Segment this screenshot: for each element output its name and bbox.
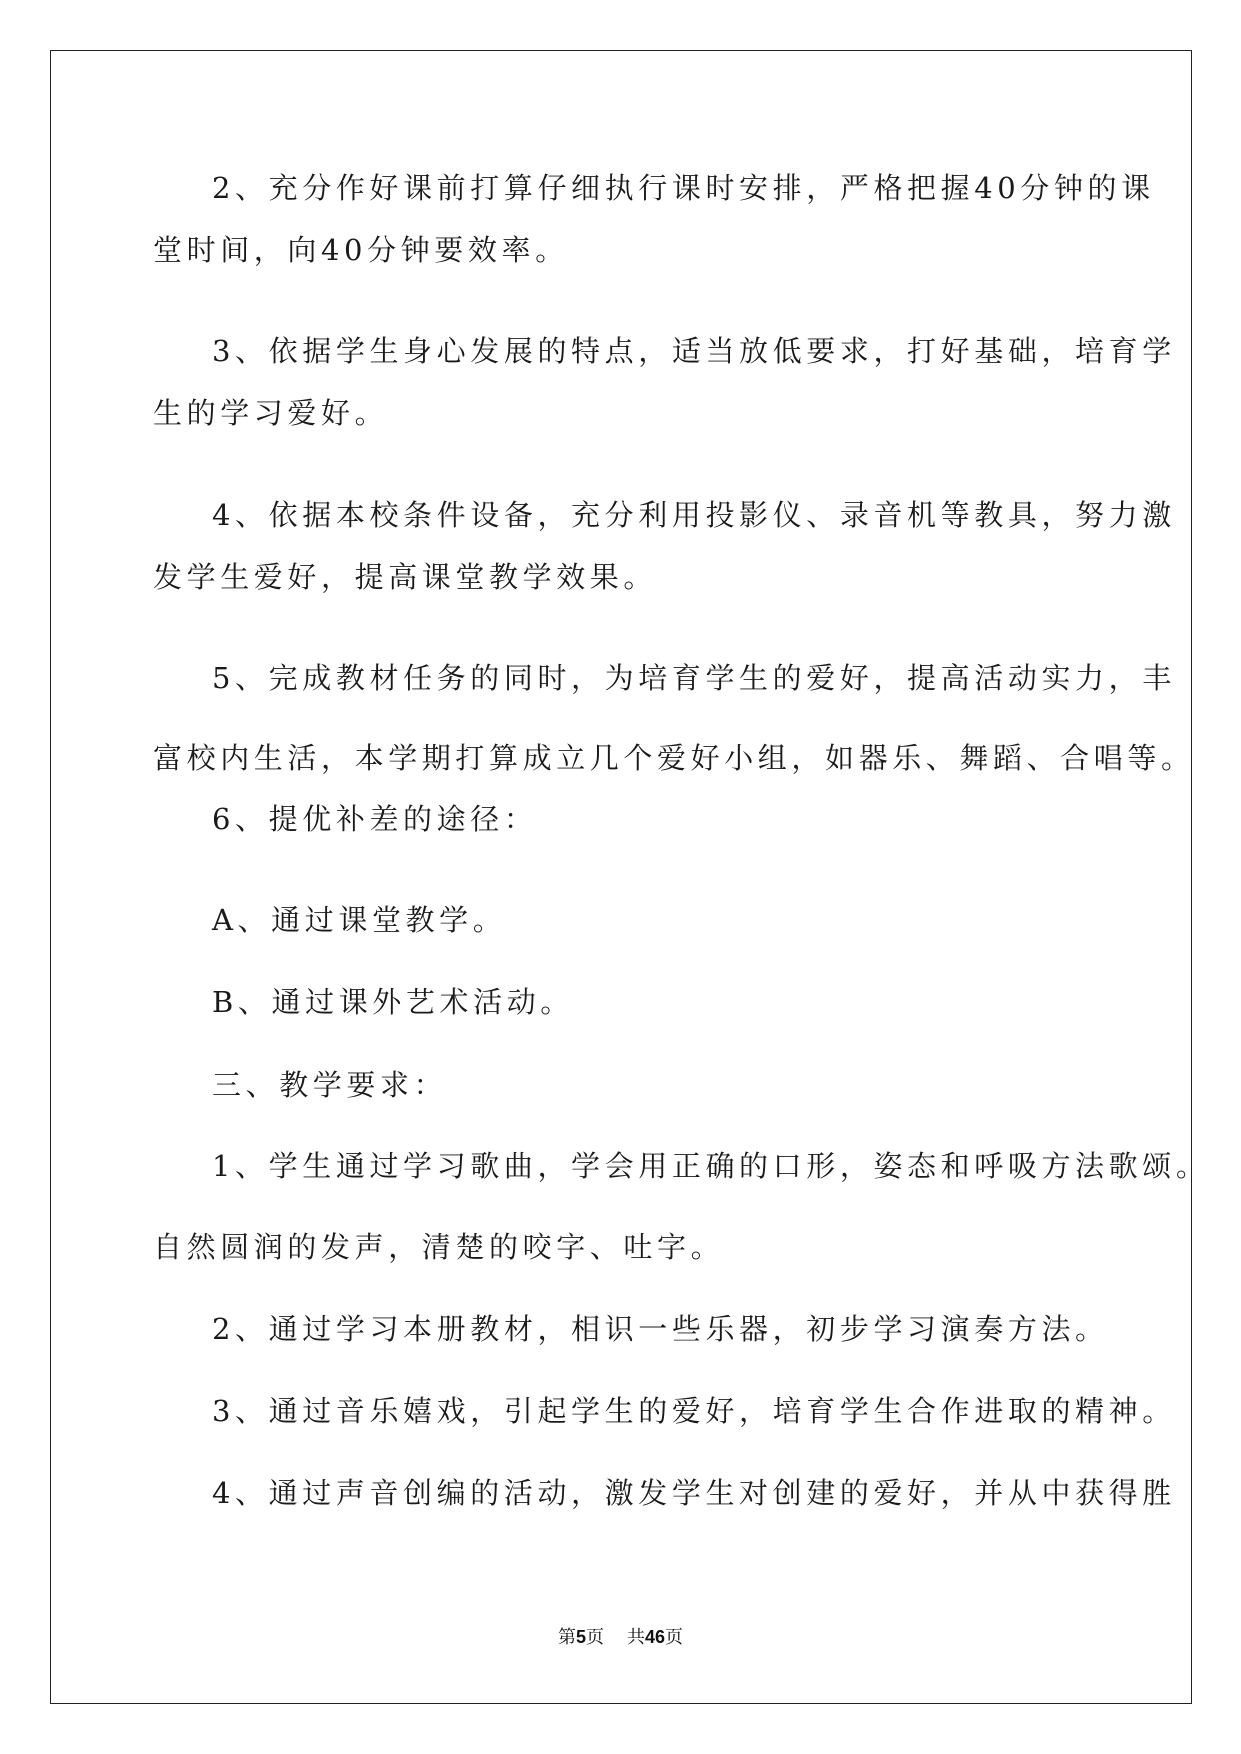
paragraph-line: 发学生爱好，提高课堂教学效果。 (153, 560, 658, 594)
paragraph-line: A、通过课堂教学。 (212, 903, 507, 937)
footer-total-prefix: 共 (626, 1627, 645, 1648)
current-page-number: 5 (576, 1627, 587, 1647)
section-heading: 三、教学要求： (212, 1068, 448, 1102)
paragraph-line: 生的学习爱好。 (153, 396, 389, 430)
page-footer (0, 1625, 1241, 1650)
paragraph-line: 堂时间，向40分钟要效率。 (153, 233, 569, 267)
paragraph-line: B、通过课外艺术活动。 (212, 985, 574, 1019)
paragraph-line: 3、通过音乐嬉戏，引起学生的爱好，培育学生合作进取的精神。 (212, 1394, 1176, 1428)
page-border (50, 50, 1192, 1704)
paragraph-line: 2、通过学习本册教材，相识一些乐器，初步学习演奏方法。 (212, 1312, 1109, 1346)
paragraph-line: 富校内生活，本学期打算成立几个爱好小组，如器乐、舞蹈、合唱等。 (153, 741, 1195, 775)
paragraph-line: 6、提优补差的途径： (212, 802, 538, 836)
footer-page-suffix: 页 (586, 1627, 605, 1648)
footer-prefix: 第 (558, 1627, 577, 1648)
paragraph-line: 3、依据学生身心发展的特点，适当放低要求，打好基础，培育学 (212, 334, 1176, 368)
paragraph-line: 4、通过声音创编的活动，激发学生对创建的爱好，并从中获得胜 (212, 1476, 1176, 1510)
paragraph-line: 4、依据本校条件设备，充分利用投影仪、录音机等教具，努力激 (212, 498, 1176, 532)
paragraph-line: 5、完成教材任务的同时，为培育学生的爱好，提高活动实力，丰 (212, 661, 1176, 695)
paragraph-line: 2、充分作好课前打算仔细执行课时安排，严格把握40分钟的课 (212, 171, 1155, 205)
paragraph-line: 1、学生通过学习歌曲，学会用正确的口形，姿态和呼吸方法歌颂。 (212, 1149, 1210, 1183)
total-pages-number: 46 (644, 1627, 665, 1647)
footer-total-suffix: 页 (664, 1627, 683, 1648)
paragraph-line: 自然圆润的发声，清楚的咬字、吐字。 (153, 1230, 725, 1264)
